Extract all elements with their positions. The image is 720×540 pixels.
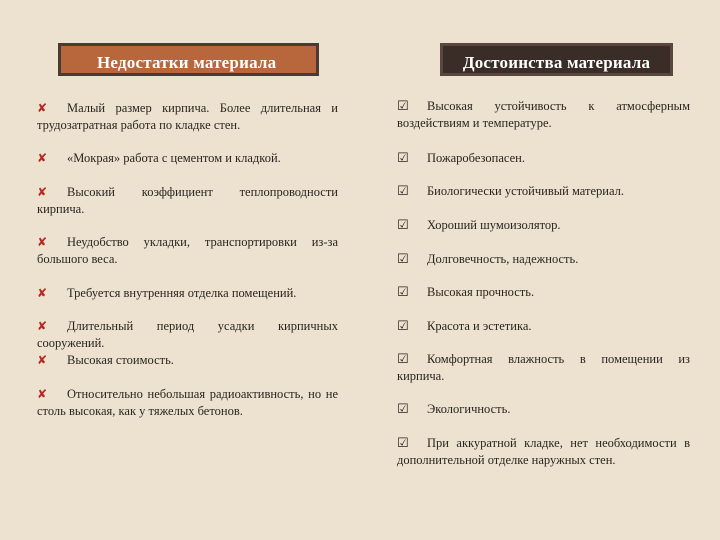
list-item: ☑ Высокая устойчивость к атмосферным воздействиям и температуре.: [397, 99, 690, 130]
list-item: ✘ Малый размер кирпича. Более длительная и трудозатратная работа по кладке стен.: [37, 101, 338, 132]
checkbox-checked-icon: ☑: [397, 99, 409, 114]
list-item: ✘ «Мокрая» работа с цементом и кладкой.: [37, 151, 281, 165]
list-item: ☑ При аккуратной кладке, нет необходимости в дополнительной отделке наружных стен.: [397, 436, 690, 467]
checkbox-checked-icon: ☑: [397, 252, 409, 267]
list-item: ☑ Пожаробезопасен.: [397, 151, 525, 166]
list-item: ☑ Экологичность.: [397, 402, 511, 417]
list-item: ☑ Высокая прочность.: [397, 285, 535, 300]
checkbox-checked-icon: ☑: [397, 402, 409, 417]
checkbox-checked-icon: ☑: [397, 319, 409, 334]
checkbox-checked-icon: ☑: [397, 218, 409, 233]
disadvantages-header: Недостатки материала: [58, 43, 319, 76]
list-item: ✘ Высокий коэффициент теплопроводности кирпича.: [37, 185, 338, 216]
checkbox-checked-icon: ☑: [397, 184, 409, 199]
list-item: ☑ Красота и эстетика.: [397, 319, 532, 334]
list-item: ✘ Требуется внутренняя отделка помещений.: [37, 286, 297, 300]
cross-mark-icon: ✘: [37, 353, 48, 367]
cross-mark-icon: ✘: [37, 151, 48, 165]
cross-mark-icon: ✘: [37, 319, 48, 333]
cross-mark-icon: ✘: [37, 387, 48, 401]
list-item: ☑ Хороший шумоизолятор.: [397, 218, 561, 233]
list-item: ✘ Высокая стоимость.: [37, 353, 174, 367]
checkbox-checked-icon: ☑: [397, 151, 409, 166]
cross-mark-icon: ✘: [37, 286, 48, 300]
cross-mark-icon: ✘: [37, 185, 48, 199]
list-item: ☑ Комфортная влажность в помещении из кирпича.: [397, 352, 690, 383]
list-item: ☑ Долговечность, надежность.: [397, 252, 579, 267]
list-item: ✘ Длительный период усадки кирпичных сооружений.: [37, 319, 338, 350]
cross-mark-icon: ✘: [37, 235, 48, 249]
advantages-header: Достоинства материала: [440, 43, 673, 76]
list-item: ☑ Биологически устойчивый материал.: [397, 184, 624, 199]
cross-mark-icon: ✘: [37, 101, 48, 115]
checkbox-checked-icon: ☑: [397, 352, 409, 367]
checkbox-checked-icon: ☑: [397, 285, 409, 300]
list-item: ✘ Относительно небольшая радиоактивность, но не столь высокая, как у тяжелых бетонов.: [37, 387, 338, 418]
checkbox-checked-icon: ☑: [397, 436, 409, 451]
list-item: ✘ Неудобство укладки, транспортировки из-за большого веса.: [37, 235, 338, 266]
